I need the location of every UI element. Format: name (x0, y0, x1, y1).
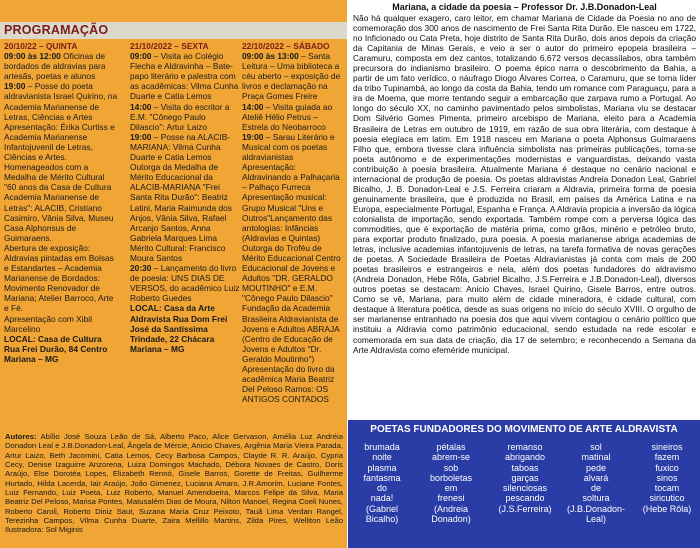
schedule-text: – Posse do poeta aldravianista Israel Quirino, na Academia Marianense de Letras, Ciências e Artes (4, 81, 118, 122)
schedule-day: 20/10/22 – QUINTA (4, 41, 78, 51)
schedule-text: – Visita ao Colégio Flecha e Aldravinha – Bate-papo literário e palestra com as acadêmicas: Vilma Cunha Duarte e Catia Lemos (130, 51, 239, 102)
poem-line: em (444, 483, 458, 494)
schedule-time: 14:00 (242, 101, 264, 112)
schedule-day: 21/10/2022 – SEXTA (130, 41, 209, 51)
schedule-entry (130, 132, 242, 162)
poem-line: (Gabriel (365, 503, 398, 514)
poem-line: nada! (370, 493, 394, 504)
schedule-entry (130, 303, 242, 353)
schedule-time: 09:00 (130, 51, 152, 62)
poem-line: fuxico (655, 462, 679, 473)
schedule-entry (242, 41, 345, 51)
poem-gabriel-bicalho (352, 442, 412, 524)
poem-line: do (376, 483, 387, 494)
schedule-text: – Visita do escritor a E.M. "Cônego Paulo Dilascio": Artur Laizo (130, 101, 230, 132)
authors-label: Autores: (5, 432, 37, 441)
poem-line: remanso (507, 442, 543, 452)
schedule-entry (130, 263, 242, 303)
poem-line: tocam (654, 483, 680, 494)
authors-list (5, 432, 343, 546)
poem-line: garças (511, 472, 539, 483)
schedule-time: 09:00 às 13:00 (242, 51, 299, 62)
schedule-column-thursday (4, 41, 118, 429)
schedule-text: Homenageados com a Medalha de Mérito Cultural "60 anos da Casa de Cultura Academia Marianense de Letras": ALACIB, Cristiano Casimiro, Vânia Silva, Museu Casa Alphonsus de Guimaraens. (4, 162, 114, 243)
schedule-entry (242, 192, 345, 242)
article-title: Mariana, a cidade da poesia – Professor Dr. J.B.Donadon-Leal (392, 2, 657, 12)
poem-line: taboas (511, 462, 539, 473)
poem-line: silenciosas (502, 483, 548, 494)
schedule-day: 22/10/2022 – SÁBADO (242, 41, 330, 51)
poem-line: plasma (367, 462, 397, 473)
poem-line: noite (372, 452, 392, 463)
schedule-time: 09:00 às 12:00 (4, 51, 61, 62)
poem-line: abrem-se (431, 452, 470, 463)
programacao-panel (0, 0, 347, 548)
poem-line: sol (590, 442, 602, 452)
schedule-text: Apresentação musical: Grupo Musical "Uns e Outros"Lançamento das antologias: Infâncias (Aldravias e Quintas) (242, 192, 333, 243)
schedule-entry (4, 162, 118, 243)
schedule-entry (242, 132, 345, 162)
article (353, 2, 696, 418)
schedule-text: – Sarau Literário e Musical com os poetas aldravianistas (242, 131, 335, 163)
poem-andreia-donadon (421, 442, 481, 524)
schedule-text: Apresentação com Xibil Marcelino (4, 313, 92, 334)
schedule-time: 19:00 (242, 131, 264, 142)
schedule-entry (4, 314, 118, 334)
schedule-text: Abertura de exposição: Aldravias pintadas em Bolsas e Estandartes – Academia Marianense de Bordados: Movimento Renovador de Mariana; Atelier Barroco, Arte e Fé. (4, 242, 114, 314)
schedule-entry (242, 162, 345, 192)
poem-line: pescando (505, 493, 545, 504)
poem-line: pétalas (436, 442, 466, 452)
poets-panel (348, 420, 700, 548)
poem-line: alvará (583, 472, 609, 483)
poem-line: sob (443, 462, 459, 473)
poem-line: pede (585, 462, 607, 473)
schedule-entry (4, 41, 118, 51)
poem-line: sineiros (651, 442, 683, 452)
schedule-entry (4, 81, 118, 121)
schedule-text: Apresentação: Érika Curtiss e Academia Marianense Infantojuvenil de Letras, Ciências e Artes. (4, 121, 115, 163)
programacao-header (0, 22, 347, 39)
poem-line: abrigando (504, 452, 546, 463)
poem-line: Donadon) (431, 514, 471, 525)
poem-line: soltura (582, 493, 610, 504)
schedule-time: 14:00 (130, 101, 152, 112)
schedule-text: Oficinas de bordados de aldravias para artesãs, poetas e alunos (4, 51, 106, 82)
poem-line: (Andreia (433, 503, 469, 514)
schedule-text: Outorga da Medalha de Mérito Educacional da ALACIB-MARIANA "Frei Santa Rita Durão": Beatriz Latini, Maria Raimunda dos Anjos, Vânia Silva, Rafael Arcanjo Santos, Anna Gabriela Marques Lima Mérito Cultural: Francisco Moura Santos (130, 162, 232, 263)
schedule-text: – Posse na ALACIB-MARIANA: Vilma Cunha Duarte e Catia Lemos (130, 131, 231, 163)
schedule-column-friday (130, 41, 242, 429)
poem-line: (J.B.Donadon- (566, 503, 626, 514)
poem-line: Bicalho) (365, 514, 399, 525)
poem-line: fantasma (363, 472, 401, 483)
schedule-entry (242, 243, 345, 364)
schedule-text: – Visita guiada ao Ateliê Hélio Petrus – Estrela do Neobarroco (242, 101, 333, 132)
schedule-time: 20:30 (130, 263, 152, 274)
poem-line: brumada (364, 442, 400, 452)
programacao-title: PROGRAMAÇÃO (4, 23, 109, 37)
schedule-time: 19:00 (130, 131, 152, 142)
poem-line: (J.S.Ferreira) (498, 503, 552, 514)
schedule-entry (130, 41, 242, 51)
poem-line: Leal) (585, 514, 606, 525)
poem-line: (Hebe Rôla) (642, 503, 692, 514)
schedule-entry (242, 51, 345, 101)
schedule-text: Outorga do Troféu de Mérito Educacional Centro Educacional de Jovens e Adultos "DR. GERALDO MOUTINHO" e E.M. "Cônego Paulo Dilascio" Fundação da Academia Brasileira Aldravianista de Jovens e Adultos ABRAJA (Centro de Educação de Jovens e Adultos "Dr. Geraldo Moutinho") (242, 242, 341, 364)
schedule-text: Apresentação do livro da acadêmica Maria Beatriz Del Peloso Ramos: OS ANTIGOS CONTADOS (242, 364, 335, 405)
poets-title: POETAS FUNDADORES DO MOVIMENTO DE ARTE ALDRAVISTA (370, 424, 678, 435)
schedule-time: LOCAL: Casa de Cultura Rua Frei Durão, 84 Centro Mariana – MG (4, 333, 108, 364)
authors-text: Abílio José Souza Leão de Sá, Alberto Paco, Alice Gervason, Amélia Luz Andréia Donadon Leal e J.B.Donadon-Leal, Ângela de Mércie, Anicio Chaves, Argênia Maria Vieira Parada, Artur Laizo, Beth Jacomini, Catia Lemos, Cecy Barbosa Campos, Clayde R. R. Araújo, Cypria Cecy, Denise Izaguirre Anzorena, Luiza Domingos Machado, Débora Novaes de Castro, Doris Araújo, Else Dorotéa Lopes, Elizabeth Rennó, Gisele Barros, Gorette de Freitas, Guilherme Hurtado, Hilda Lacerda, Iair Araújo, João Gimenez, Luciana Amaro, J.R.Amorim, Luciane Fontes, Luiz Fernando, Luiz Poeta, Luiz Roberto, Manuel Amendoeira, Marcos Felipe da Silva, Maria Beatriz Del Peloso, Marisa Pontes, Matusalém Dias de Moura, Nilton Manoel, Regina Coeli Nunes, Roberto Caroli, Roberto Diniz Saut, Suzana Maria Cruz Peixoto, Tauã Lima Verdan Rangel, Terezinha Campos, Vilma Cunha Duarte, Zaira Mellillo Martins, Zilda Pires, Welliton Leão Ilustradora: Sol Miginis (5, 432, 343, 535)
schedule-entry (242, 102, 345, 132)
schedule-time: LOCAL: Casa da Arte Aldravista Rua Dom Frei José da Santíssima Trindade, 22 Chácara Mariana – MG (130, 303, 228, 354)
poem-line: siricutico (649, 493, 685, 504)
schedule-text: – Lançamento do livro de poesia: UNS DIAS DE VERSOS, do acadêmico Luiz Roberto Guedes (130, 263, 240, 304)
poem-line: de (590, 483, 601, 494)
poem-line: matinal (581, 452, 611, 463)
schedule-entry (4, 334, 118, 364)
schedule-entry (4, 122, 118, 162)
schedule-entry (4, 243, 118, 314)
schedule-entry (130, 162, 242, 263)
schedule-text: Apresentação: Aldravinando a Palhaçaria – Palhaço Furreca (242, 162, 340, 193)
schedule-column-saturday (242, 41, 345, 429)
schedule-entry (130, 51, 242, 101)
poem-line: sinos (656, 472, 678, 483)
poem-line: borboletas (429, 472, 473, 483)
poem-line: frenesi (437, 493, 465, 504)
schedule-text: – Santa Leitura – Uma biblioteca a céu aberto – exposição de livros e declamação na Praça Gomes Freire (242, 51, 341, 102)
schedule-entry (4, 51, 118, 81)
schedule-entry (130, 102, 242, 132)
article-body: Não há qualquer exagero, caro leitor, em chamar Mariana de Cidade da Poesia no ano de comemoração dos 300 anos de nascimento de Frei Santa Rita Durão. Ele nasceu em 1722, no Inficionado ou Cata Preta, hoje distrito de Santa Rita Durão, dois anos depois da criação da Capitania de Minas Gerais, e veio a ser o autor do primeiro epopeia brasileira – Caramuru, composta em dez cantos, totalizando 6.672 versos decassílabos, obra também precursora do indianismo brasileiro. O poema épico narra o descobrimento da Bahia, a partir de um fato verídico, o náufrago Diogo Álvares Correa, o Caramuru, que se torna líder da tribo Tupinambá, ao longo da costa da Bahia, tendo um romance com Paraguaçu, para a ira de Moema, que morre tentando seguir a embarcação que zarpava rumo a Portugal. Ao longo do século XX, no caminho pavimentado pelos simbolistas, Mariana viu se destacar Dom Silvério Gomes Pimenta, primeiro arcebispo de Mariana, eleito para a Academia Brasileira de Letras em outubro de 1919, em razão de sua obra literária, com destaque à poesia elegíaca em latim. Em 1918 nasceu em Mariana o poeta Alphonsus Guimaraens Filho que, embora tivesse clara influência simbolista nas primeiras publicações, torna-se poeta autônomo e de experimentações modernistas e vanguardistas, deixando vasta contribuição à poesia brasileira. Atualmente Mariana é destaque no cenário nacional e internacional de produção de poesia. Os poetas aldravistas Andreia Donadon Leal, Gabriel Bicalho, J. B. Donadon-Leal e J.S. Ferreira criaram a Aldravia, primeira forma de poesia genuinamente brasileira, que é produzida no Brasil, em países da América Latina e na Europa, especialmente Portugal, Espanha e França. A Aldravia propicia a inversão da lógica colonialista de importação, sendo exportada. Também rompe com a perversa lógica das commodities, que é exportação de matéria prima, como grãos, minério e petróleo bruto, para exportar produto finalizado, pura poesia. A poesia marianense abriga academias de letras, inclusive academias infantojuvenis de letras, na tarefa formativa de novas gerações de poetas. A Sociedade Brasileira de Poetas Aldravianistas já conta com mais de 200 poetas brasileiros e estrangeiros e nela, além dos poetas fundadores do aldravismo (Andreia Donadon, Hebe Rôla, Gabriel Bicalho, J.S.Ferreira e J.B.Donadon-Leal), diversos outros poetas se destacam: Anicio Chaves, Israel Quirino, Gisele Barros, entre outros. Como se vê, Mariana, para muito além de cidade mineradora, é cidade cultural, com destaque à literatura poética, desde as suas origens no início do século XVIII. O orgulho de ser marianense entranhado na poesia dos que aqui vivem contagiou o cenário político que instituiu a Aldravia como patrimônio educacional, sendo estudada na rede escolar e comemorada em sua data de criação, dia 17 de setembro; e reconhecendo a Semana da Arte Aldravista como efeméride municipal. (353, 13, 696, 355)
schedule-entry (242, 364, 345, 404)
poem-hebe-rola (635, 442, 699, 514)
poem-js-ferreira (490, 442, 560, 514)
schedule-time: 19:00 (4, 81, 26, 92)
poem-line: fazem (654, 452, 680, 463)
poem-jb-donadon-leal (560, 442, 632, 524)
